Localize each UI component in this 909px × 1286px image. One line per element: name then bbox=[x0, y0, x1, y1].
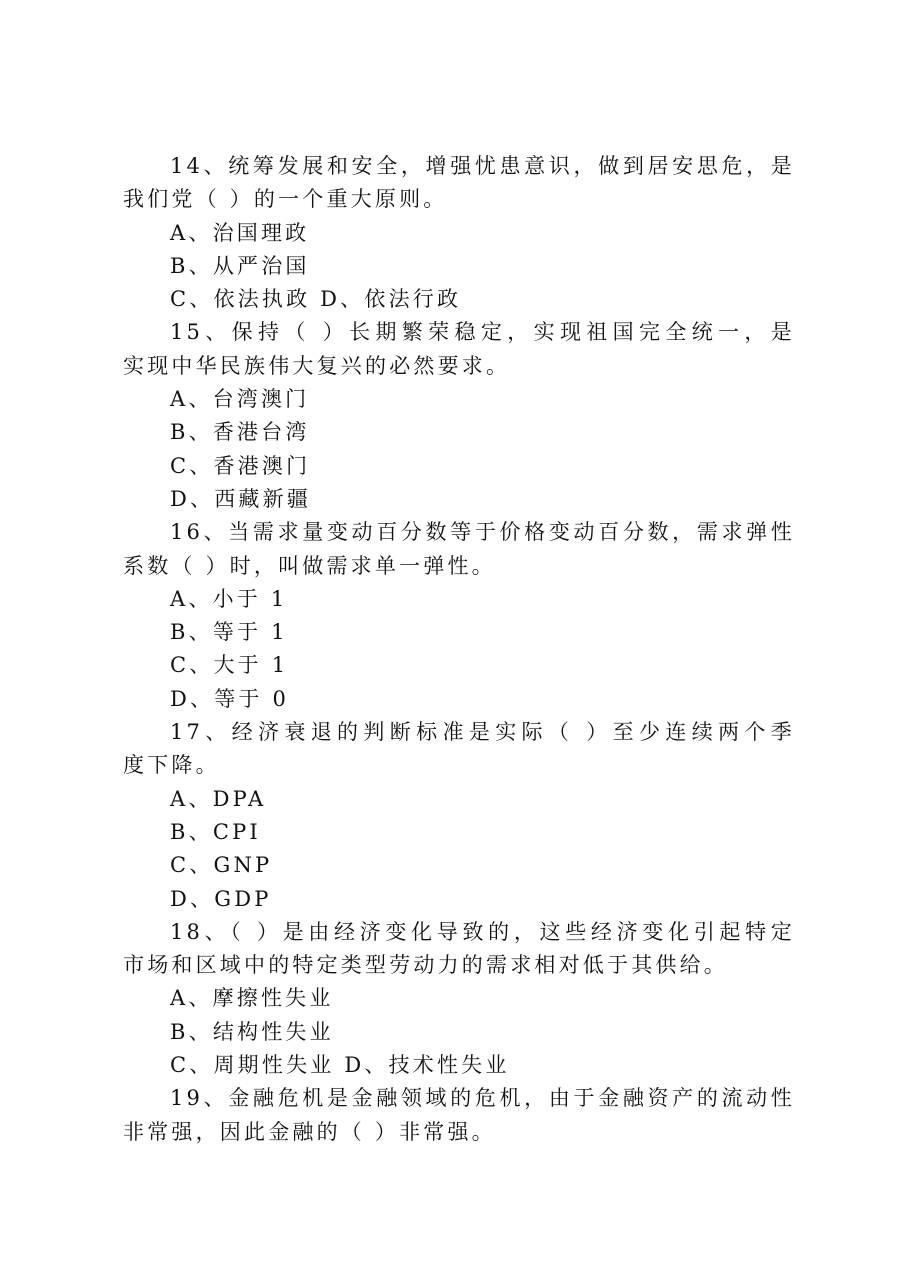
question-stem-line: 17、经济衰退的判断标准是实际（ ）至少连续两个季 bbox=[170, 720, 795, 745]
question-18 bbox=[123, 916, 795, 1082]
question-stem-line: 我们党（ ）的一个重大原则。 bbox=[123, 187, 448, 212]
question-17 bbox=[123, 716, 795, 916]
answer-option: B、从严治国 bbox=[170, 253, 310, 278]
answer-option: C、依法执政 D、依法行政 bbox=[170, 287, 462, 312]
question-stem-line: 系数（ ）时，叫做需求单一弹性。 bbox=[123, 553, 496, 578]
question-stem-line: 15、保持（ ）长期繁荣稳定，实现祖国完全统一，是 bbox=[170, 320, 795, 345]
question-16 bbox=[123, 516, 795, 716]
answer-option: D、等于 0 bbox=[170, 686, 290, 711]
question-stem-line: 度下降。 bbox=[123, 753, 220, 778]
answer-option: B、香港台湾 bbox=[170, 420, 310, 445]
answer-option: A、台湾澳门 bbox=[170, 387, 310, 412]
question-stem-line: 18、（ ）是由经济变化导致的，这些经济变化引起特定 bbox=[170, 919, 795, 944]
question-stem-line: 市场和区域中的特定类型劳动力的需求相对低于其供给。 bbox=[123, 953, 728, 978]
question-stem-line: 19、金融危机是金融领域的危机，由于金融资产的流动性 bbox=[170, 1086, 795, 1111]
question-stem-line: 实现中华民族伟大复兴的必然要求。 bbox=[123, 353, 511, 378]
question-list bbox=[123, 150, 795, 1149]
answer-option: C、大于 1 bbox=[170, 653, 289, 678]
question-stem-line: 16、当需求量变动百分数等于价格变动百分数，需求弹性 bbox=[170, 520, 795, 545]
answer-option: B、结构性失业 bbox=[170, 1019, 334, 1044]
answer-option: B、CPI bbox=[170, 819, 261, 844]
answer-option: A、摩擦性失业 bbox=[170, 986, 334, 1011]
question-stem-line: 非常强，因此金融的（ ）非常强。 bbox=[123, 1119, 496, 1144]
answer-option: A、小于 1 bbox=[170, 586, 288, 611]
question-19 bbox=[123, 1082, 795, 1149]
question-14 bbox=[123, 150, 795, 316]
answer-option: A、DPA bbox=[170, 786, 267, 811]
question-15 bbox=[123, 316, 795, 516]
answer-option: B、等于 1 bbox=[170, 620, 288, 645]
answer-option: C、香港澳门 bbox=[170, 453, 311, 478]
answer-option: D、GDP bbox=[170, 886, 272, 911]
answer-option: C、GNP bbox=[170, 853, 273, 878]
answer-option: D、西藏新疆 bbox=[170, 486, 312, 511]
question-stem-line: 14、统筹发展和安全，增强忧患意识，做到居安思危，是 bbox=[170, 154, 795, 178]
answer-option: A、治国理政 bbox=[170, 220, 310, 245]
answer-option: C、周期性失业 D、技术性失业 bbox=[170, 1053, 510, 1078]
